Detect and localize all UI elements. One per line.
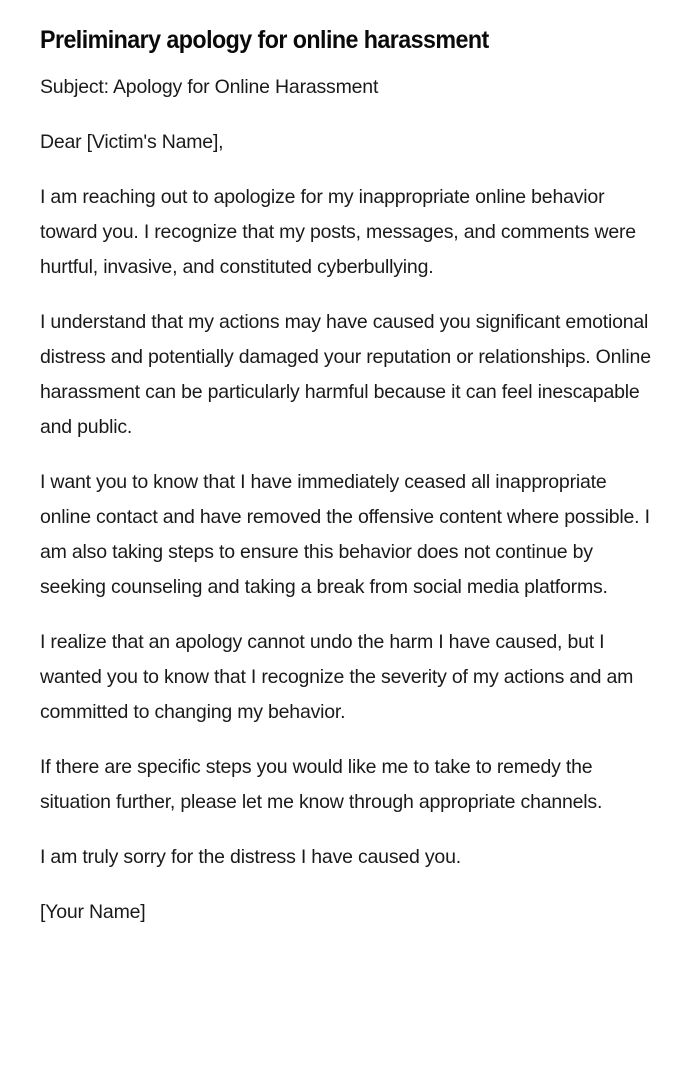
body-paragraph-1: I am reaching out to apologize for my inappropriate online behavior toward you. I recognize that my posts, messages, and comments were hurtful, invasive, and constituted cyberbullying.	[40, 186, 636, 278]
body-paragraph-5: If there are specific steps you would like me to take to remedy the situation further, please let me know through appropriate channels.	[40, 756, 603, 813]
body-paragraph-3: I want you to know that I have immediately ceased all inappropriate online contact and have removed the offensive content where possible. I am also taking steps to ensure this behavior does not continue by seeking counseling and taking a break from social media platforms.	[40, 471, 650, 598]
signature: [Your Name]	[40, 901, 146, 923]
document-title: Preliminary apology for online harassment	[40, 26, 489, 54]
subject-line: Subject: Apology for Online Harassment	[40, 76, 379, 98]
body-paragraph-2: I understand that my actions may have caused you significant emotional distress and potentially damaged your reputation or relationships. Online harassment can be particularly harmful because it can feel inescapable and public.	[40, 311, 651, 438]
body-paragraph-4: I realize that an apology cannot undo the harm I have caused, but I wanted you to know that I recognize the severity of my actions and am committed to changing my behavior.	[40, 631, 634, 723]
closing-line: I am truly sorry for the distress I have caused you.	[40, 846, 461, 868]
salutation: Dear [Victim's Name],	[40, 131, 224, 153]
